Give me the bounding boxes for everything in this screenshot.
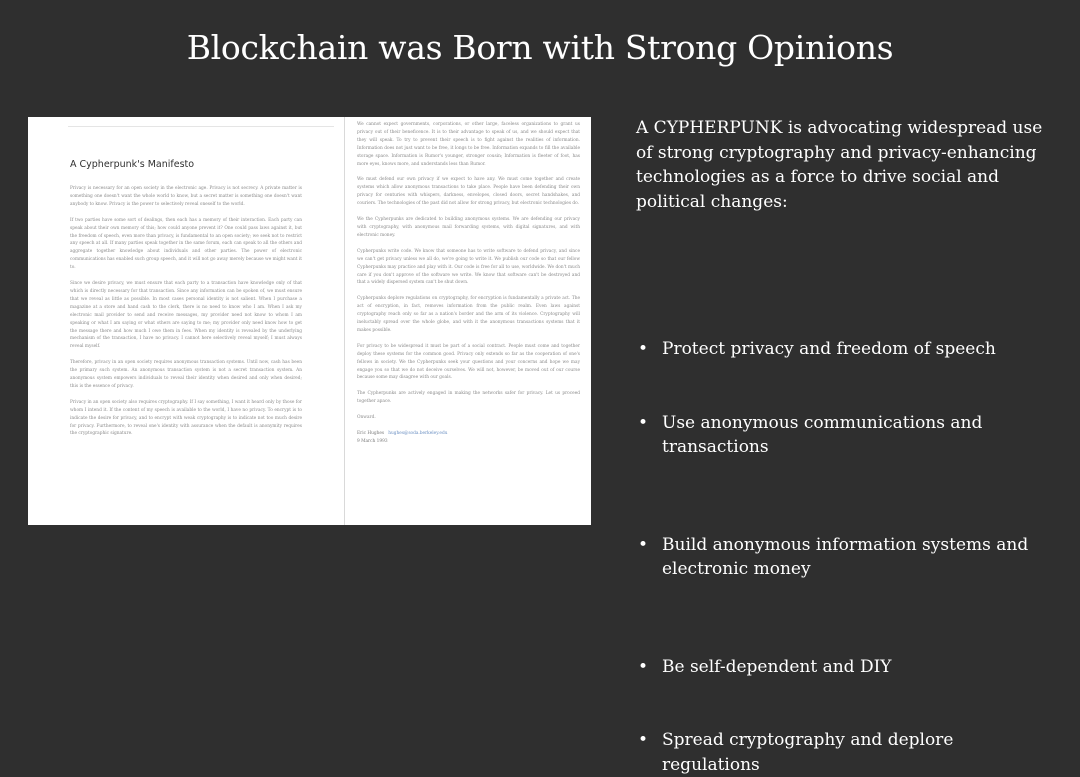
manifesto-paragraph: Onward. [357, 415, 376, 421]
manifesto-author: Eric Hughes [357, 431, 385, 437]
principle-item [636, 337, 1056, 362]
principle-item [636, 411, 1056, 460]
manifesto-paragraph: Therefore, privacy in an open society requires anonymous transaction systems. Until now, cash has been the primary such system. An anonymous transaction system is not a secret transaction system. An anonymous system empowers individuals to reveal their identity when desired and only when desired; this is the essence of privacy. [70, 360, 302, 389]
manifesto-paragraph: The Cypherpunks are actively engaged in making the networks safer for privacy. Let us proceed together apace. [357, 391, 580, 405]
manifesto-signature [357, 430, 580, 446]
manifesto-paragraph: If two parties have some sort of dealings, then each has a memory of their interaction. Each party can speak about their own memory of this; how could anyone prevent it? One could pass laws against it, but the freedom of speech, even more than privacy, is fundamental to an open society; we seek not to restrict any speech at all. If many parties speak together in the same forum, each can speak to all the others and aggregate together knowledge about individuals and other parties. The power of electronic communications has enabled such group speech, and it will not go away merely because we might want it to. [70, 217, 302, 271]
principle-item [636, 728, 1056, 777]
manifesto-paragraph: Privacy is necessary for an open society in the electronic age. Privacy is not secrecy. A private matter is something one doesn't want the whole world to know, but a secret matter is something one doesn't want anybody to know. Privacy is the power to selectively reveal oneself to the world. [70, 186, 302, 207]
slide-title: Blockchain was Born with Strong Opinions [186, 28, 894, 67]
manifesto-paragraph: Since we desire privacy, we must ensure that each party to a transaction have knowledge only of that which is directly necessary for that transaction. Since any information can be spoken of, we must ensure that we reveal as little as possible. In most cases personal identity is not salient. When I purchase a magazine at a store and hand cash to the clerk, there is no need to know who I am. When I ask my electronic mail provider to send and receive messages, my provider need not know to whom I am speaking or what I am saying or what others are saying to me; my provider only need know how to get the message there and how much I owe them in fees. When my identity is revealed by the underlying mechanism of the transaction, I have no privacy. I cannot here selectively reveal myself; I must always reveal myself. [70, 281, 302, 350]
principle-text: Build anonymous information systems and electronic money [662, 534, 1029, 579]
manifesto-paragraph: Cypherpunks write code. We know that someone has to write software to defend privacy, and since we can't get privacy unless we all do, we're going to write it. We publish our code so that our fellow Cypherpunks may practice and play with it. Our code is free for all to use, worldwide. We don't much care if you don't approve of the software we write. We know that software can't be destroyed and that a widely dispersed system can't be shut down. [357, 248, 580, 286]
bullet-icon: • [638, 412, 649, 433]
manifesto-email: hughes@soda.berkeley.edu [388, 431, 448, 437]
bullet-icon: • [638, 730, 649, 750]
principle-text: Be self-dependent and DIY [662, 656, 892, 677]
manifesto-paragraph: Cypherpunks deplore regulations on cryptography, for encryption is fundamentally a private act. The act of encryption, in fact, removes information from the public realm. Even laws against cryptography reach only so far as a nation's border and the arm of its violence. Cryptography will ineluctably spread over the whole globe, and with it the anonymous transactions systems that it makes possible. [357, 296, 580, 333]
bullet-icon: • [638, 339, 649, 359]
bullet-icon: • [638, 534, 649, 555]
bullet-icon: • [638, 656, 649, 677]
principle-item [636, 533, 1056, 582]
manifesto-paragraph: We cannot expect governments, corporations, or other large, faceless organizations to grant us privacy out of their beneficence. It is to their advantage to speak of us, and we should expect that they will speak. To try to prevent their speech is to fight against the realities of information. Information does not just want to be free, it longs to be free. Information expands to fill the available storage space. Information is Rumor's younger, stronger cousin; Information is fleeter of foot, has more eyes, knows more, and understands less than Rumor. [357, 122, 580, 167]
principle-item [636, 655, 1056, 680]
principle-text: Spread cryptography and deplore regulations [662, 730, 954, 775]
manifesto-paragraph: For privacy to be widespread it must be part of a social contract. People must come and together deploy these systems for the common good. Privacy only extends so far as the cooperation of one's fellows in society. We the Cypherpunks seek your questions and your concerns and hope we may engage you so that we do not deceive ourselves. We will not, however, be moved out of our course because some may disagree with our goals. [357, 343, 580, 381]
principle-text: Protect privacy and freedom of speech [662, 339, 996, 359]
manifesto-date: 9 March 1993 [357, 439, 388, 444]
manifesto-paragraph: Privacy in an open society also requires cryptography. If I say something, I want it heard only by those for whom I intend it. If the content of my speech is available to the world, I have no privacy. To encrypt is to indicate the desire for privacy, and to encrypt with weak cryptography is to indicate not too much desire for privacy. Furthermore, to reveal one's identity with assurance when the default is anonymity requires the cryptographic signature. [70, 399, 302, 437]
cypherpunk-definition: A CYPHERPUNK is advocating widespread use of strong cryptography and privacy-enhancing technologies as a force to drive social and political changes: [636, 118, 1043, 212]
manifesto-title: A Cypherpunk's Manifesto [70, 159, 195, 170]
manifesto-document-image [28, 117, 591, 525]
manifesto-right-page [357, 117, 580, 525]
manifesto-left-page [70, 117, 302, 525]
principles-list [636, 214, 1056, 775]
cypherpunk-panel [636, 116, 1056, 775]
manifesto-paragraph: We the Cypherpunks are dedicated to building anonymous systems. We are defending our privacy with cryptography, with anonymous mail forwarding systems, with digital signatures, and with electronic money. [357, 217, 580, 238]
principle-text: Use anonymous communications and transactions [662, 412, 983, 457]
page-separator [344, 117, 345, 525]
manifesto-paragraph: We must defend our own privacy if we expect to have any. We must come together and create systems which allow anonymous transactions to take place. People have been defending their own privacy for centuries with whispers, darkness, envelopes, closed doors, secret handshakes, and couriers. The technologies of the past did not allow for strong privacy, but electronic technologies do. [357, 177, 580, 207]
